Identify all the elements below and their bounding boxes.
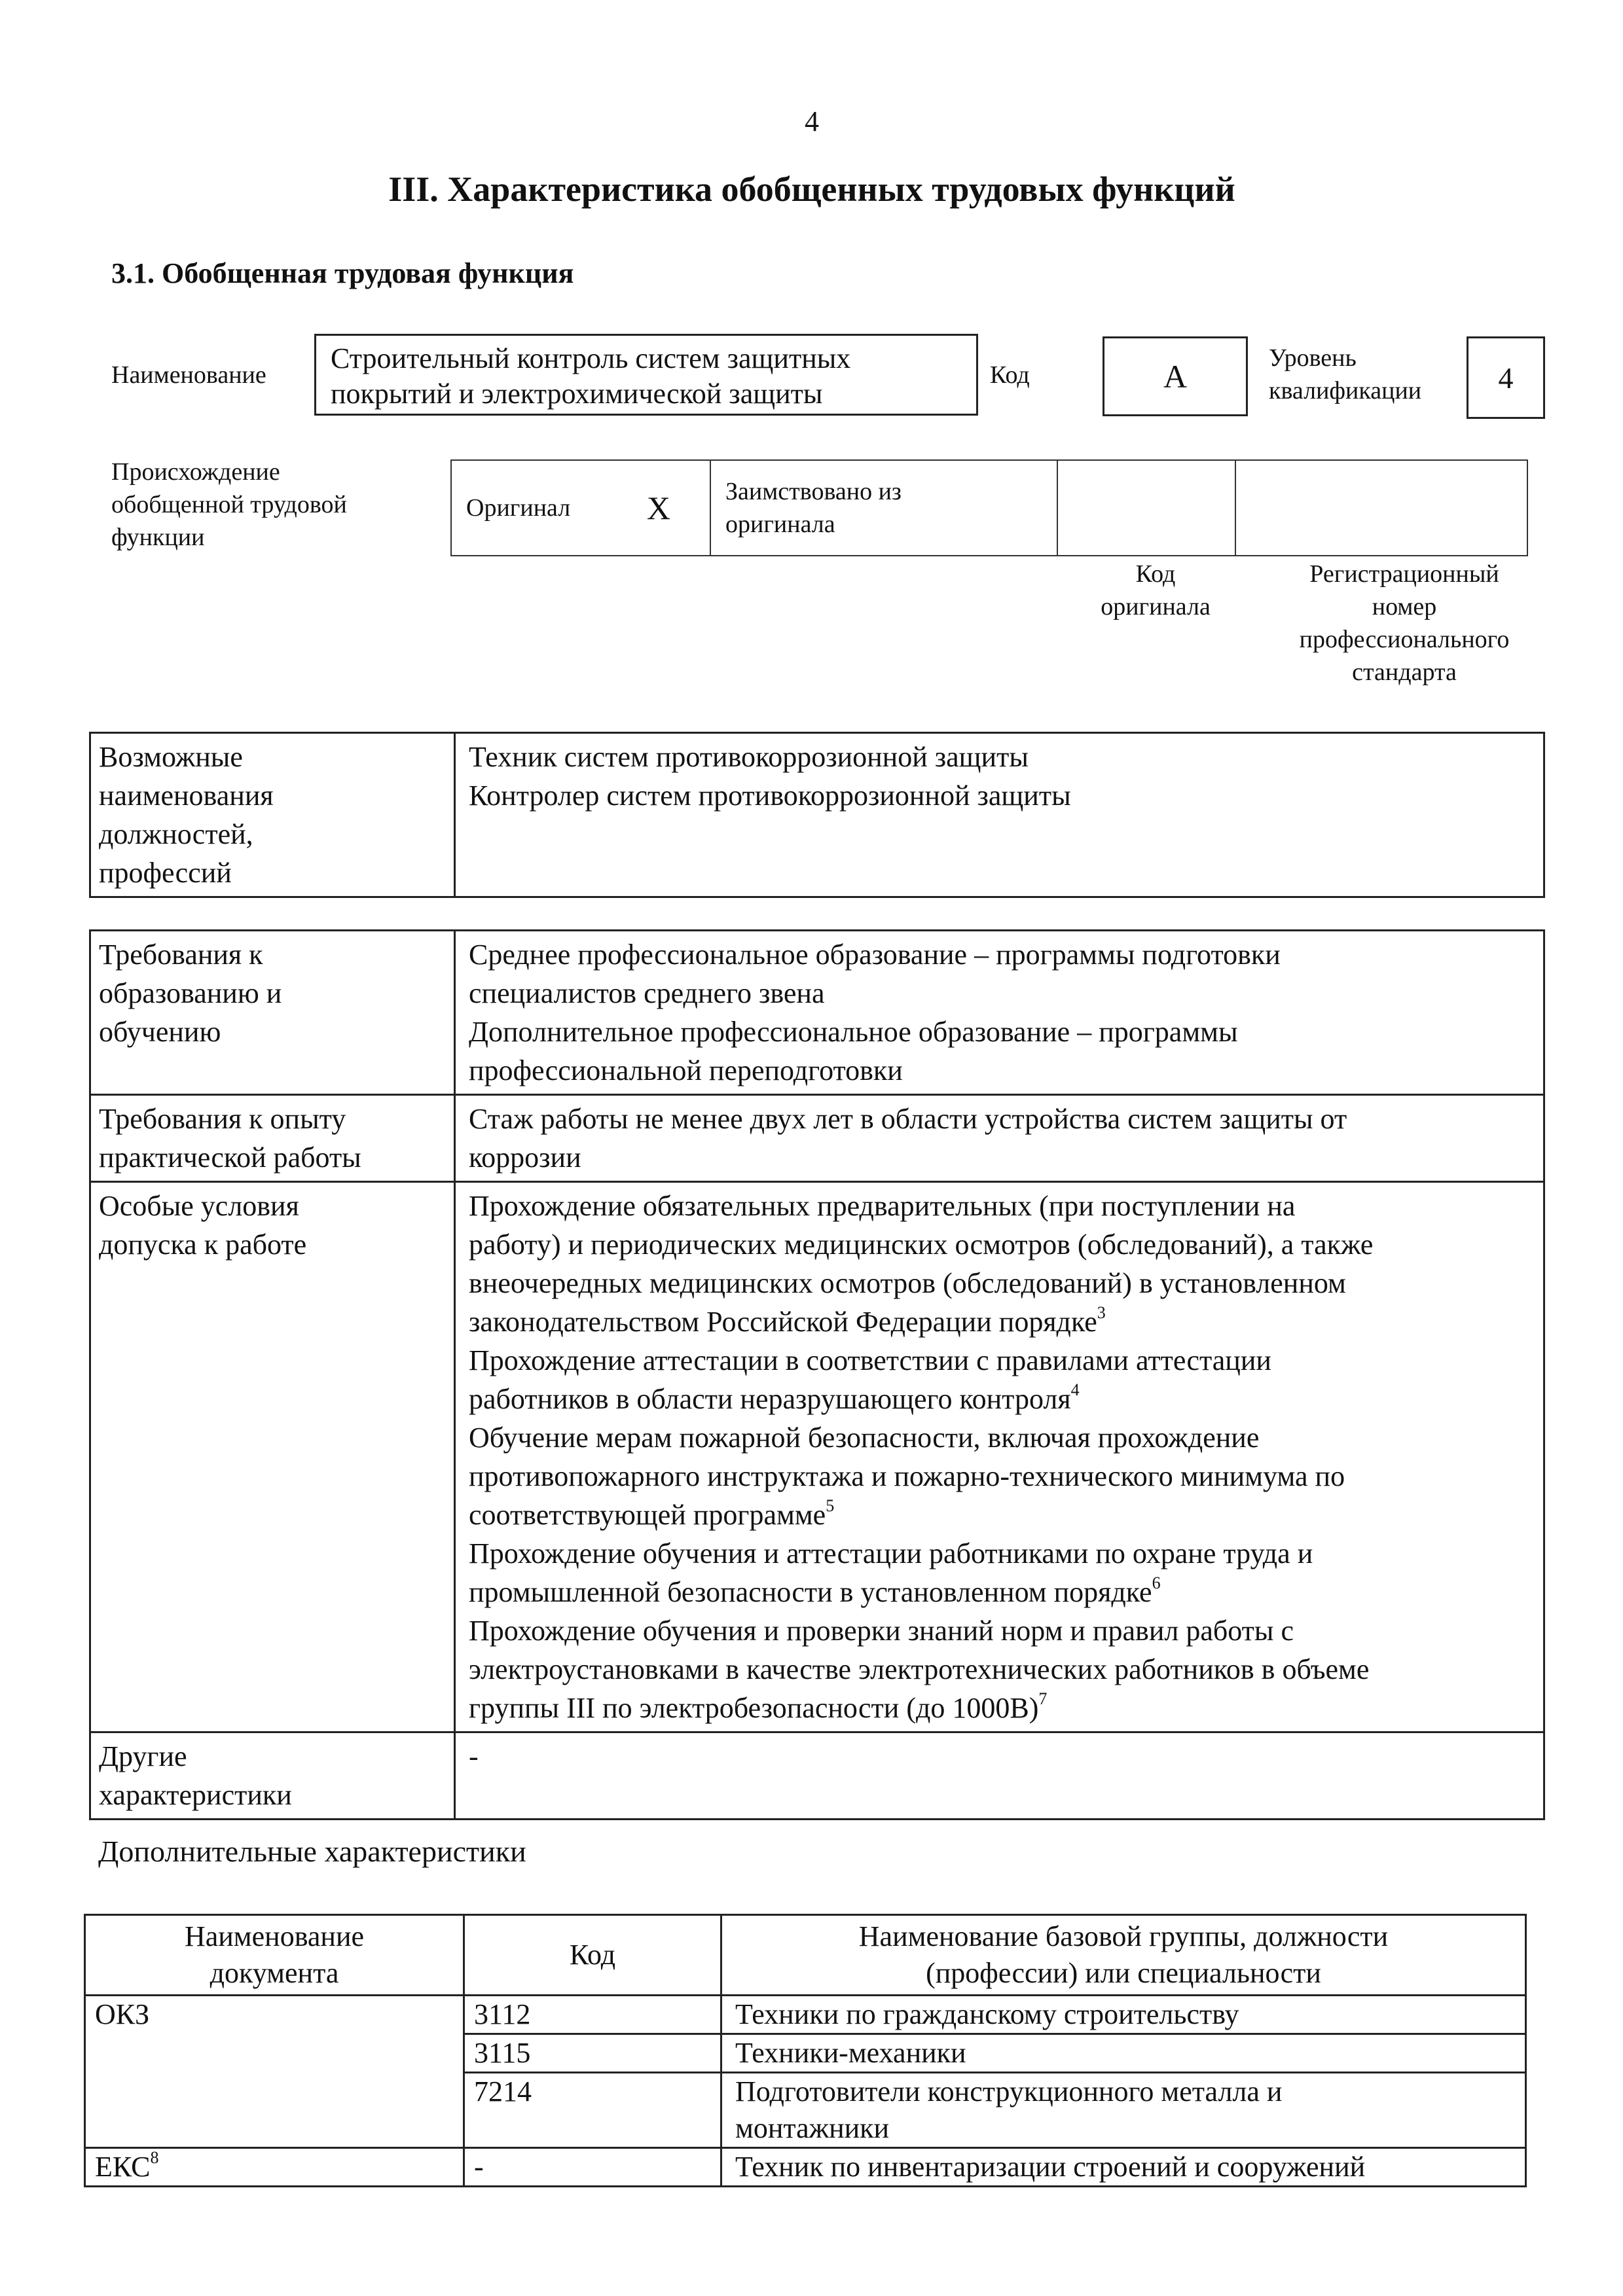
special-line <box>469 1573 1530 1611</box>
positions-value-cell <box>455 733 1544 897</box>
caption-line: Регистрационный <box>1309 560 1499 588</box>
original-mark: X <box>646 490 670 526</box>
qualification-level-label <box>1269 342 1421 407</box>
positions-label-line: наименования <box>99 780 274 812</box>
table-row-code <box>464 1996 721 2034</box>
experience-label-cell <box>90 1095 455 1182</box>
header-code-cell <box>464 1915 721 1996</box>
positions-label-line: Возможные <box>99 741 243 773</box>
function-name-box <box>314 334 978 416</box>
position-title: Контролер систем противокоррозионной защиты <box>469 780 1071 812</box>
okz-name-line: Подготовители конструкционного металла и <box>735 2075 1283 2108</box>
special-line: Прохождение аттестации в соответствии с правилами аттестации <box>469 1344 1271 1376</box>
okz-code: 3115 <box>474 2037 531 2069</box>
education-label-cell <box>90 931 455 1095</box>
special-line: Прохождение обязательных предварительных (при поступлении на <box>469 1190 1296 1222</box>
borrowed-cell <box>710 460 1057 556</box>
footnote-marker: 8 <box>150 2148 159 2167</box>
footnote-marker: 6 <box>1152 1573 1161 1592</box>
eks-code-cell <box>464 2148 721 2187</box>
education-line: профессиональной переподготовки <box>469 1054 903 1086</box>
experience-line: Стаж работы не менее двух лет в области устройства систем защиты от <box>469 1103 1347 1135</box>
caption-line: оригинала <box>1101 593 1211 620</box>
caption-line: Код <box>1135 560 1176 588</box>
footnote-marker: 7 <box>1038 1689 1048 1708</box>
education-label-line: обучению <box>99 1016 221 1048</box>
table-row-code <box>464 2034 721 2073</box>
borrowed-label-line: оригинала <box>725 511 835 538</box>
code-label: Код <box>990 361 1030 389</box>
caption-line: номер <box>1372 593 1437 620</box>
education-label-line: Требования к <box>99 939 263 971</box>
positions-label-cell <box>90 733 455 897</box>
other-label-line: характеристики <box>99 1779 292 1811</box>
header-code: Код <box>569 1939 616 1971</box>
eks-name: Техник по инвентаризации строений и сооружений <box>735 2151 1366 2183</box>
other-label-line: Другие <box>99 1740 187 1772</box>
position-title: Техник систем противокоррозионной защиты <box>469 741 1029 773</box>
other-value-cell <box>455 1732 1544 1820</box>
function-name-line: Строительный контроль систем защитных <box>331 342 851 374</box>
table-row-name <box>721 1996 1526 2034</box>
table-row-code <box>464 2073 721 2148</box>
okz-label: ОКЗ <box>95 1998 150 2030</box>
education-line: Среднее профессиональное образование – программы подготовки <box>469 939 1281 971</box>
special-line: Прохождение обучения и аттестации работниками по охране труда и <box>469 1537 1313 1570</box>
positions-label-line: профессий <box>99 857 232 889</box>
page-number: 4 <box>805 105 819 137</box>
table-row-name <box>721 2034 1526 2073</box>
header-doc-line: Наименование <box>184 1920 365 1952</box>
positions-label-line: должностей, <box>99 818 253 850</box>
okz-name: Техники по гражданскому строительству <box>735 1998 1239 2030</box>
eks-name-cell <box>721 2148 1526 2187</box>
education-value-cell <box>455 931 1544 1095</box>
special-conditions-value-cell <box>455 1182 1544 1732</box>
footnote-marker: 3 <box>1097 1303 1106 1322</box>
other-value: - <box>469 1740 479 1772</box>
registration-number-caption <box>1264 558 1545 689</box>
other-label-cell <box>90 1732 455 1820</box>
special-line: работу) и периодических медицинских осмотров (обследований), а также <box>469 1229 1374 1261</box>
header-name-cell <box>721 1915 1526 1996</box>
experience-value-cell <box>455 1095 1544 1182</box>
special-line-text: законодательством Российской Федерации порядке <box>469 1306 1097 1338</box>
okz-name-line: монтажники <box>735 2112 890 2144</box>
footnote-marker: 5 <box>826 1496 835 1515</box>
caption-line: профессионального <box>1299 626 1510 653</box>
borrowed-label-line: Заимствовано из <box>725 478 902 505</box>
special-line <box>469 1496 1530 1534</box>
special-line: электроустановками в качестве электротехнических работников в объеме <box>469 1653 1370 1685</box>
origin-label-line: функции <box>111 524 205 551</box>
experience-label-line: Требования к опыту <box>99 1103 346 1135</box>
special-line-text: промышленной безопасности в установленном порядке <box>469 1576 1152 1608</box>
special-line-text: работников в области неразрушающего контроля <box>469 1383 1071 1415</box>
origin-label <box>111 456 347 554</box>
origin-label-line: обобщенной трудовой <box>111 491 347 518</box>
section-title: III. Характеристика обобщенных трудовых функций <box>388 170 1235 209</box>
eks-label: ЕКС <box>95 2151 151 2183</box>
special-line-text: группы III по электробезопасности (до 1000В) <box>469 1692 1039 1724</box>
original-label: Оригинал <box>466 494 571 522</box>
code-value: A <box>1163 358 1188 395</box>
origin-table <box>450 459 1528 556</box>
requirements-table <box>89 929 1545 1820</box>
extra-characteristics-table <box>84 1914 1527 2187</box>
okz-cell <box>85 1996 464 2148</box>
level-label-line: Уровень <box>1269 344 1357 372</box>
education-line: специалистов среднего звена <box>469 977 825 1009</box>
special-line-text: соответствующей программе <box>469 1499 826 1531</box>
special-line: внеочередных медицинских осмотров (обследований) в установленном <box>469 1267 1346 1299</box>
special-line <box>469 1380 1530 1418</box>
original-cell <box>451 460 710 556</box>
special-line: Прохождение обучения и проверки знаний норм и правил работы с <box>469 1615 1294 1647</box>
special-conditions-label-cell <box>90 1182 455 1732</box>
header-doc-cell <box>85 1915 464 1996</box>
header-name-line: (профессии) или специальности <box>926 1957 1321 1989</box>
okz-code: 3112 <box>474 1998 531 2030</box>
special-label-line: допуска к работе <box>99 1229 307 1261</box>
special-line <box>469 1302 1530 1341</box>
okz-code: 7214 <box>474 2075 532 2108</box>
special-label-line: Особые условия <box>99 1190 299 1222</box>
name-label: Наименование <box>111 361 266 389</box>
qualification-level-value: 4 <box>1498 361 1514 395</box>
origin-label-line: Происхождение <box>111 458 280 486</box>
code-value-box <box>1103 336 1248 416</box>
subsection-title: 3.1. Обобщенная трудовая функция <box>111 257 574 289</box>
positions-table <box>89 732 1545 898</box>
special-line: противопожарного инструктажа и пожарно-технического минимума по <box>469 1460 1345 1492</box>
registration-number-cell <box>1235 460 1527 556</box>
experience-line: коррозии <box>469 1141 581 1174</box>
experience-label-line: практической работы <box>99 1141 361 1174</box>
table-row-name <box>721 2073 1526 2148</box>
education-line: Дополнительное профессиональное образование – программы <box>469 1016 1238 1048</box>
header-doc-line: документа <box>210 1957 339 1989</box>
original-code-cell <box>1057 460 1235 556</box>
education-label-line: образованию и <box>99 977 282 1009</box>
special-line <box>469 1689 1530 1727</box>
eks-code: - <box>474 2151 484 2183</box>
original-code-caption <box>1061 558 1250 623</box>
qualification-level-box <box>1467 336 1545 419</box>
extra-characteristics-title: Дополнительные характеристики <box>98 1835 526 1868</box>
okz-name: Техники-механики <box>735 2037 966 2069</box>
caption-line: стандарта <box>1352 658 1457 686</box>
function-name-line: покрытий и электрохимической защиты <box>331 378 823 410</box>
level-label-line: квалификации <box>1269 377 1422 404</box>
footnote-marker: 4 <box>1070 1380 1080 1399</box>
special-line: Обучение мерам пожарной безопасности, включая прохождение <box>469 1422 1260 1454</box>
header-name-line: Наименование базовой группы, должности <box>858 1920 1389 1952</box>
eks-cell <box>85 2148 464 2187</box>
